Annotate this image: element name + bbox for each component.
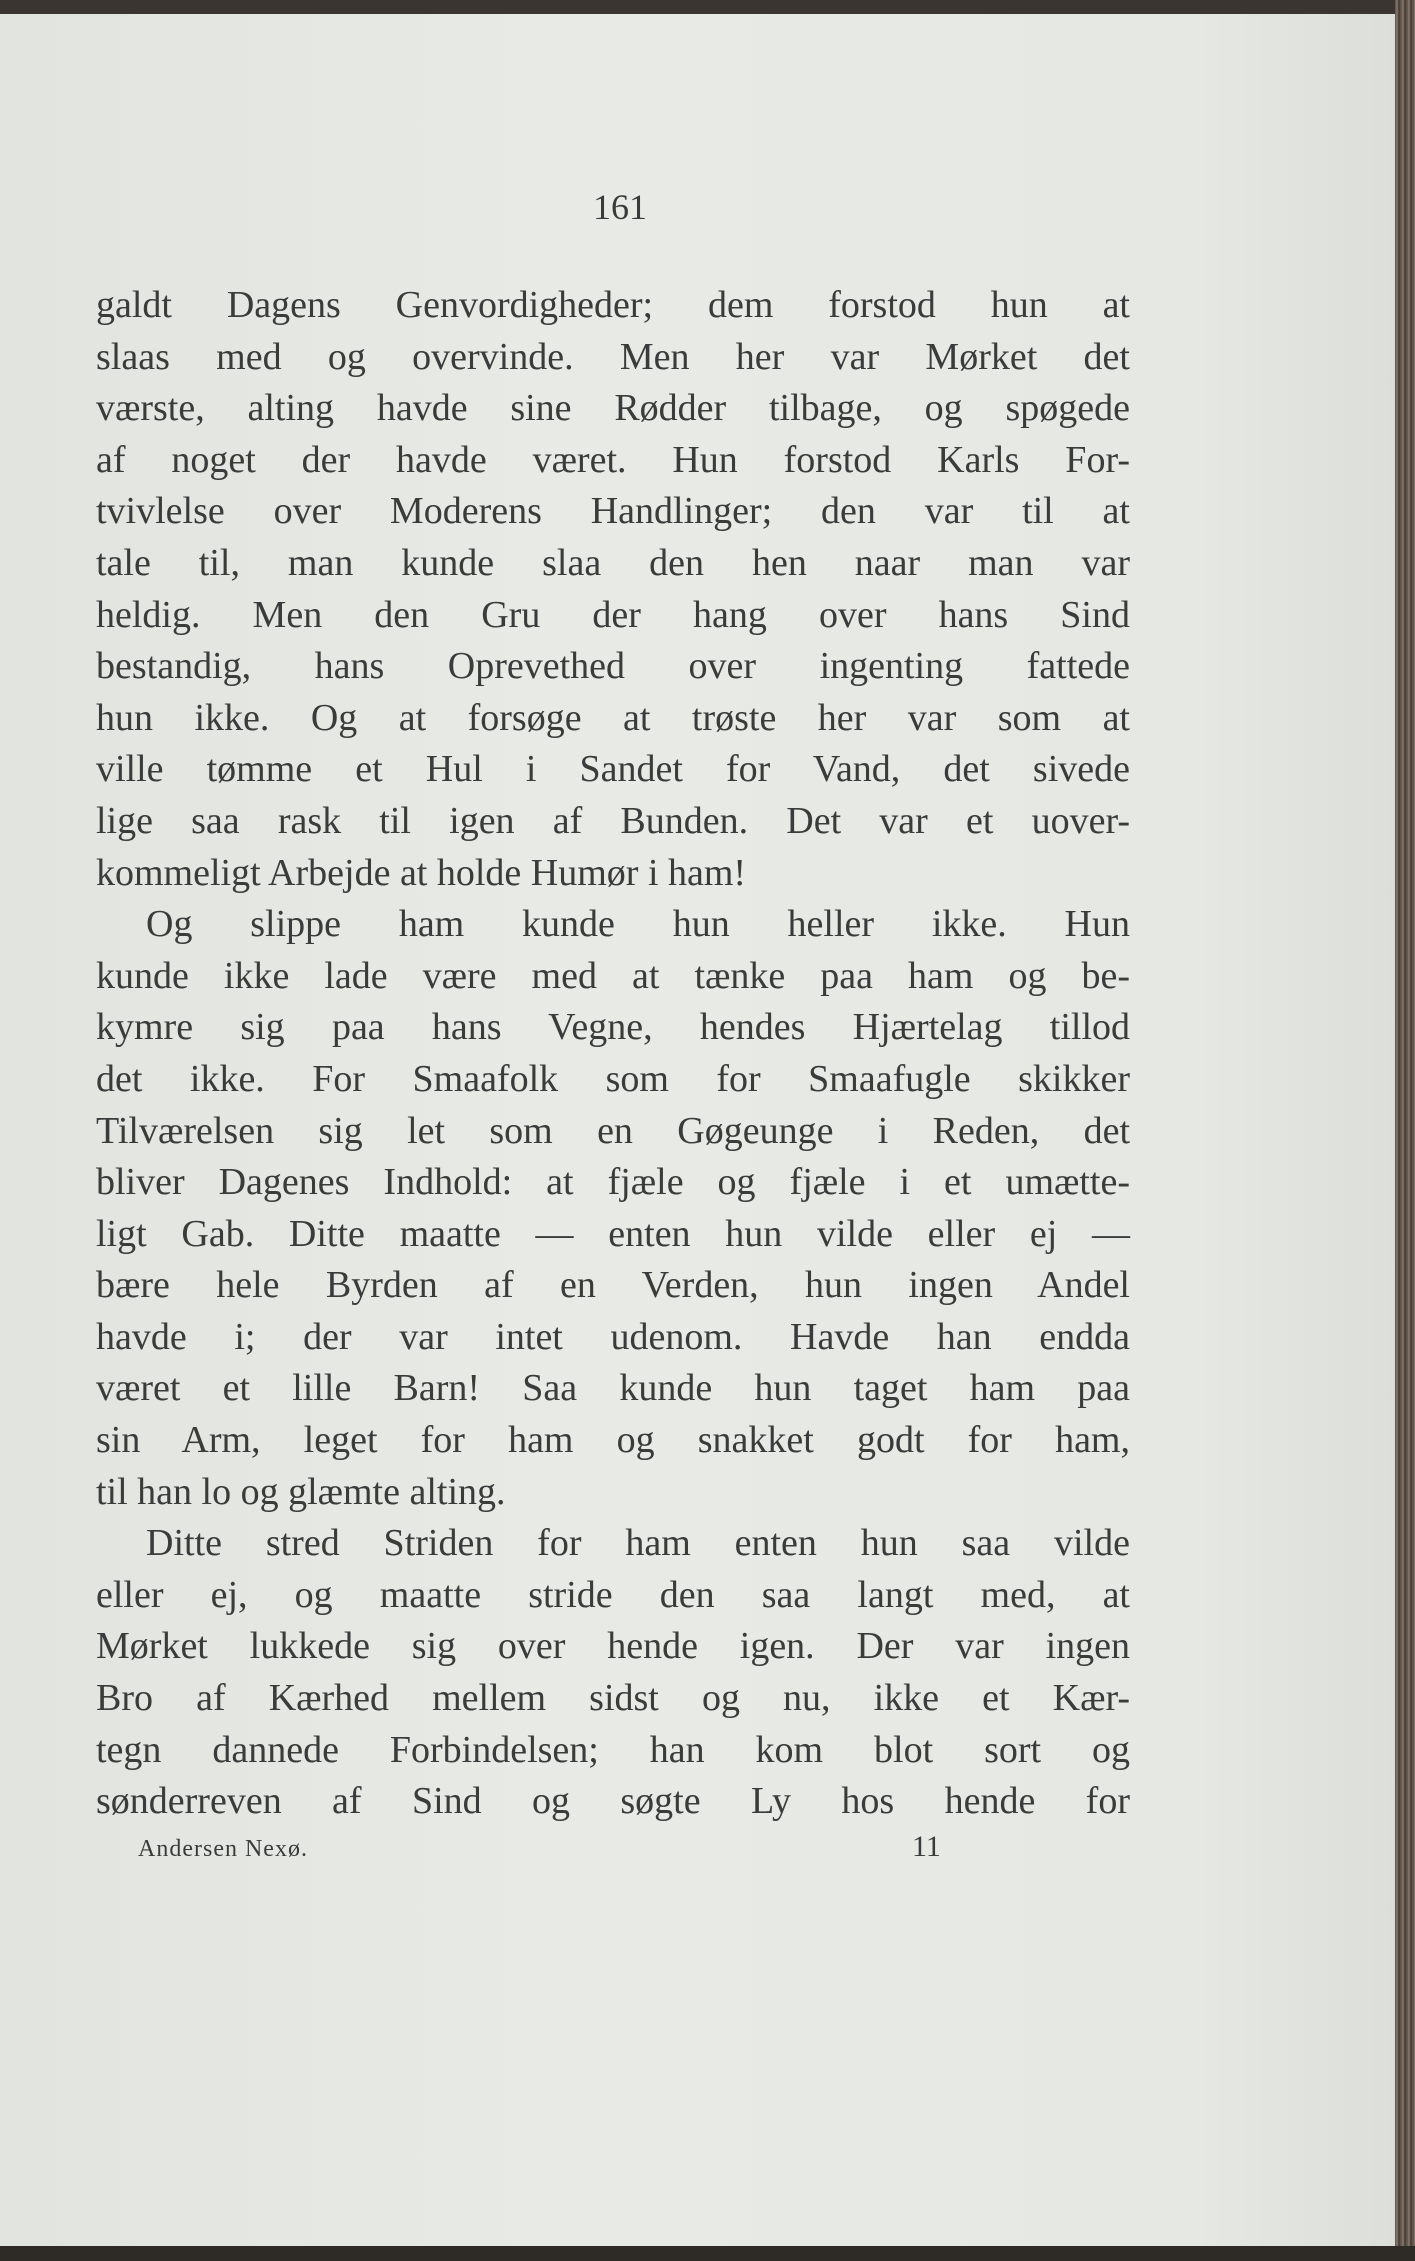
text-line: ligt Gab. Ditte maatte — enten hun vilde eller ej — — [96, 1212, 1130, 1255]
text-line: kommeligt Arbejde at holde Humør i ham! — [96, 851, 747, 894]
text-line: til han lo og glæmte alting. — [96, 1470, 506, 1513]
text-line: galdt Dagens Genvordigheder; dem forstod hun at — [96, 284, 1130, 326]
text-line: bære hele Byrden af en Verden, hun ingen Andel — [96, 1264, 1130, 1307]
book-edge-gutter — [1395, 0, 1415, 2261]
text-line: Mørket lukkede sig over hende igen. Der var ingen — [96, 1625, 1130, 1668]
text-line: af noget der havde været. Hun forstod Karls For- — [96, 438, 1130, 481]
footer-signature-mark: 11 — [912, 1830, 941, 1863]
text-line: hun ikke. Og at forsøge at trøste her var som at — [96, 696, 1130, 739]
book-page — [0, 14, 1400, 2246]
scan-top-edge — [0, 0, 1415, 14]
text-line: kunde ikke lade være med at tænke paa ham og be- — [96, 954, 1130, 997]
text-line: Og slippe ham kunde hun heller ikke. Hun — [146, 903, 1130, 946]
text-line: ville tømme et Hul i Sandet for Vand, det sivede — [96, 748, 1130, 791]
text-line: heldig. Men den Gru der hang over hans Sind — [96, 593, 1130, 636]
text-line: det ikke. For Smaafolk som for Smaafugle skikker — [96, 1057, 1130, 1100]
text-line: tvivlelse over Moderens Handlinger; den var til at — [96, 490, 1130, 533]
text-line: værste, alting havde sine Rødder tilbage, og spøgede — [96, 387, 1130, 430]
scan-bottom-edge — [0, 2246, 1415, 2261]
text-line: havde i; der var intet udenom. Havde han endda — [96, 1315, 1130, 1358]
text-line: bliver Dagenes Indhold: at fjæle og fjæle i et umætte- — [96, 1161, 1130, 1204]
text-line: Bro af Kærhed mellem sidst og nu, ikke et Kær- — [96, 1677, 1130, 1720]
text-line: sin Arm, leget for ham og snakket godt for ham, — [96, 1419, 1130, 1462]
page-number: 161 — [593, 187, 647, 227]
text-line: tale til, man kunde slaa den hen naar man var — [96, 541, 1130, 584]
text-line: Ditte stred Striden for ham enten hun saa vilde — [146, 1522, 1130, 1565]
text-line: kymre sig paa hans Vegne, hendes Hjærtelag tillod — [96, 1006, 1130, 1049]
footer-author: Andersen Nexø. — [138, 1836, 308, 1862]
text-line: slaas med og overvinde. Men her var Mørket det — [96, 335, 1130, 378]
text-line: Tilværelsen sig let som en Gøgeunge i Reden, det — [96, 1109, 1130, 1152]
text-line: været et lille Barn! Saa kunde hun taget ham paa — [96, 1367, 1130, 1410]
text-line: eller ej, og maatte stride den saa langt med, at — [96, 1573, 1130, 1616]
text-line: lige saa rask til igen af Bunden. Det var et uover- — [96, 799, 1130, 842]
text-line: sønderreven af Sind og søgte Ly hos hende for — [96, 1780, 1130, 1823]
text-line: bestandig, hans Oprevethed over ingenting fattede — [96, 645, 1130, 688]
body-text — [96, 280, 1130, 1828]
text-line: tegn dannede Forbindelsen; han kom blot sort og — [96, 1728, 1130, 1771]
